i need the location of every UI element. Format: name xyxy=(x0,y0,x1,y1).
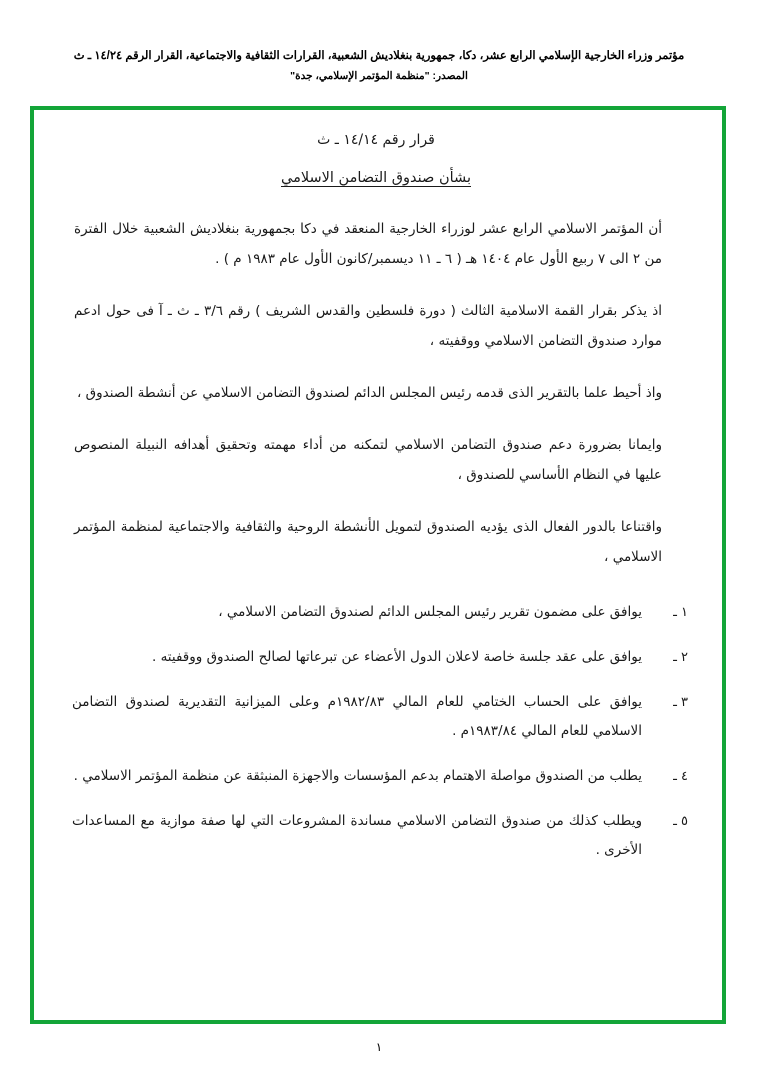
list-item-number: ١ ـ xyxy=(673,605,688,620)
list-item-number: ٢ ـ xyxy=(673,650,688,665)
list-item xyxy=(64,762,688,791)
resolution-items xyxy=(64,598,688,865)
list-item-number: ٤ ـ xyxy=(673,769,688,784)
list-item-text: يوافق على عقد جلسة خاصة لاعلان الدول الأعضاء عن تبرعاتها لصالح الصندوق ووقفيته . xyxy=(151,649,642,665)
list-item-number: ٣ ـ xyxy=(673,695,688,710)
list-item-text: يوافق على مضمون تقرير رئيس المجلس الدائم لصندوق التضامن الاسلامي ، xyxy=(218,604,642,620)
page-content xyxy=(34,110,722,1020)
resolution-number: قرار رقم ١٤/١٤ ـ ث xyxy=(317,132,435,148)
list-item-text: يطلب من الصندوق مواصلة الاهتمام بدعم المؤسسات والاجهزة المنبثقة عن منظمة المؤتمر الاسلامي . xyxy=(73,768,642,784)
page-number: ١ xyxy=(375,1040,383,1054)
list-item-text: يوافق على الحساب الختامي للعام المالي ١٩٨٢/٨٣م وعلى الميزانية التقديرية لصندوق التضامن الاسلامي للعام المالي ١٩٨٣/٨٤م . xyxy=(72,694,642,739)
preamble-paragraph-1: أن المؤتمر الاسلامي الرابع عشر لوزراء الخارجية المنعقد في دكا بجمهورية بنغلاديش الشعبية خلال الفترة من ٢ الى ٧ ربيع الأول عام ١٤٠٤ هـ ( ٦ ـ ١١ ديسمبر/كانون الأول عام ١٩٨٣ م ) . xyxy=(74,221,662,267)
header-citation-line: مؤتمر وزراء الخارجية الإسلامي الرابع عشر، دكا، جمهورية بنغلاديش الشعبية، القرارات الثقافية والاجتماعية، القرار الرقم ١٤/٢٤ ـ ث xyxy=(73,50,685,62)
list-item xyxy=(64,598,688,627)
page-frame xyxy=(30,106,726,1024)
document-header xyxy=(0,48,758,84)
preamble-paragraph-4: وايمانا بضرورة دعم صندوق التضامن الاسلامي لتمكنه من أداء مهمته وتحقيق أهدافه النبيلة المنصوص عليها في النظام الأساسي للصندوق ، xyxy=(74,437,662,483)
preamble-paragraph-5: واقتناعا بالدور الفعال الذى يؤديه الصندوق لتمويل الأنشطة الروحية والثقافية والاجتماعية لمنظمة المؤتمر الاسلامي ، xyxy=(74,519,662,565)
list-item-text: ويطلب كذلك من صندوق التضامن الاسلامي مساندة المشروعات التي لها صفة موازية مع المساعدات الأخرى . xyxy=(72,813,642,858)
preamble-paragraph-3: واذ أحيط علما بالتقرير الذى قدمه رئيس المجلس الدائم لصندوق التضامن الاسلامي عن أنشطة الصندوق ، xyxy=(76,385,662,401)
list-item xyxy=(64,643,688,672)
list-item-number: ٥ ـ xyxy=(673,814,688,829)
preamble-paragraph-2: اذ يذكر بقرار القمة الاسلامية الثالث ( دورة فلسطين والقدس الشريف ) رقم ٣/٦ ـ ث ـ آ فى حول ادعم موارد صندوق التضامن الاسلامي ووقفيته ، xyxy=(74,303,662,349)
list-item xyxy=(64,807,688,865)
header-source-line: المصدر: "منظمة المؤتمر الإسلامي، جدة" xyxy=(290,70,468,82)
resolution-title: بشأن صندوق التضامن الاسلامي xyxy=(281,170,471,186)
list-item xyxy=(64,688,688,746)
